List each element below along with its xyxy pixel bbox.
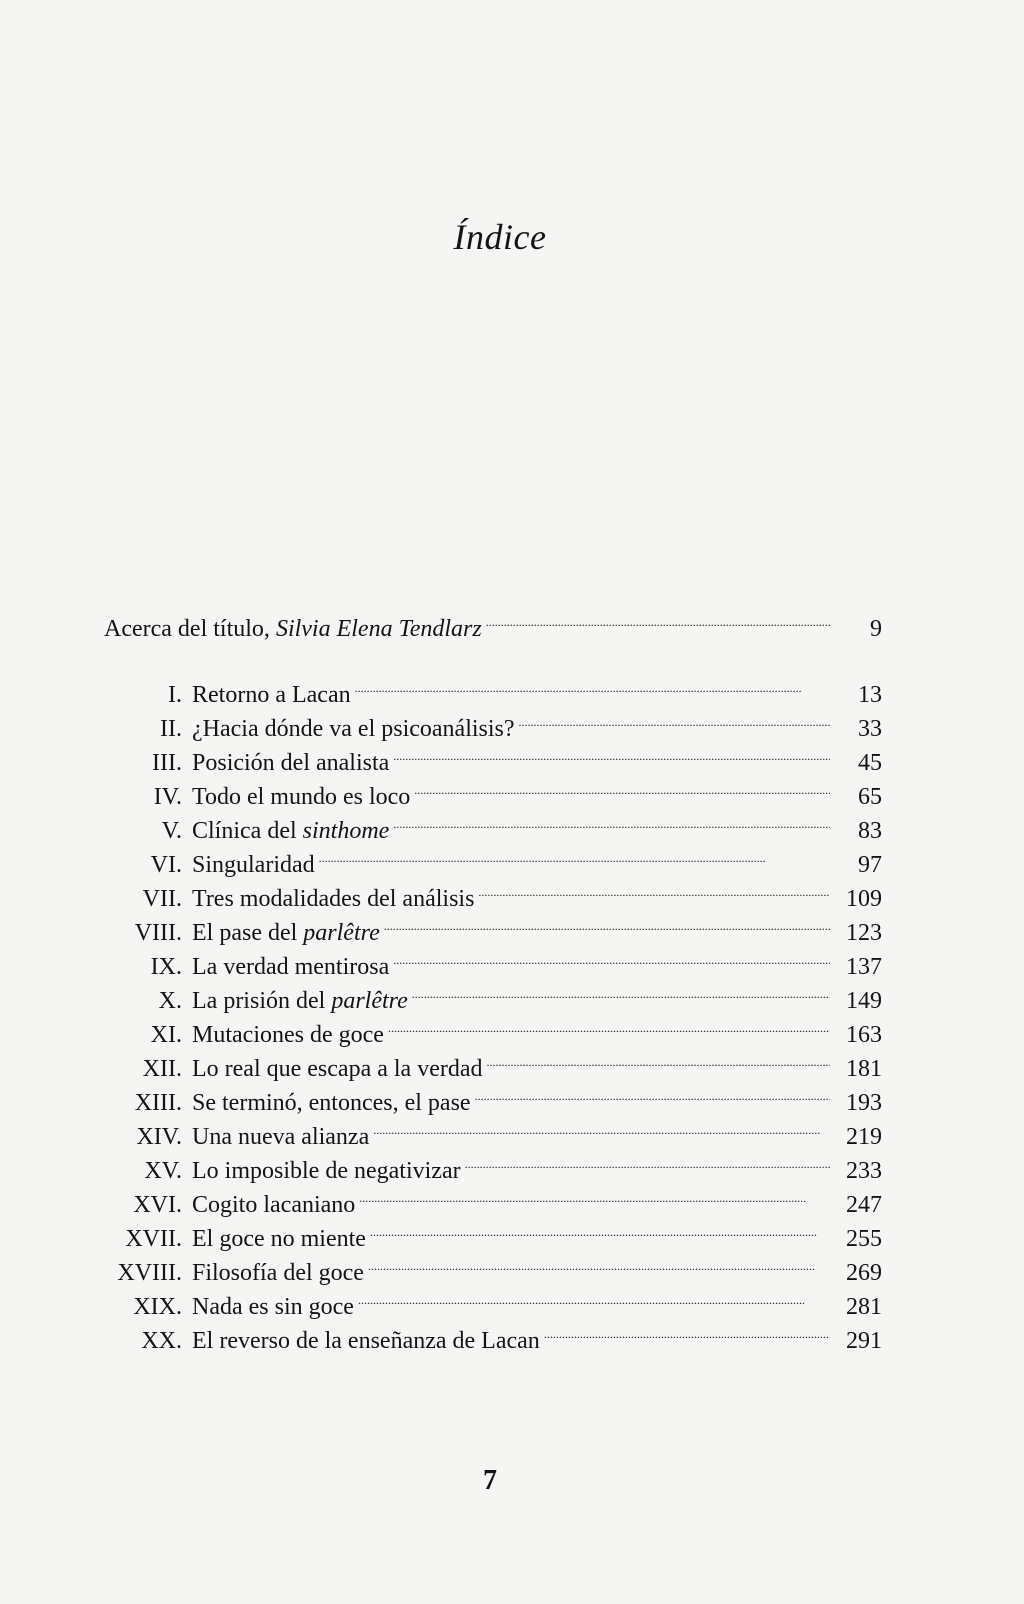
chapter-number: XVIII. bbox=[117, 1260, 182, 1286]
toc-page-number: 45 bbox=[858, 750, 882, 776]
chapter-number: I. bbox=[168, 682, 182, 708]
dot-leader bbox=[393, 804, 830, 838]
toc-page-number: 149 bbox=[846, 988, 882, 1014]
chapter-title-text: La prisión del bbox=[192, 988, 332, 1014]
dot-leader bbox=[475, 1076, 830, 1110]
chapter-title-text: Posición del analista bbox=[192, 750, 390, 776]
chapter-title-text: Retorno a Lacan bbox=[192, 682, 351, 708]
chapter-number: XX. bbox=[141, 1328, 182, 1354]
toc-intro-entry bbox=[104, 602, 882, 642]
chapter-title-italic: parlêtre bbox=[303, 920, 380, 946]
chapter-number: XI. bbox=[150, 1022, 182, 1048]
toc-chapter-entry bbox=[108, 1042, 882, 1082]
chapter-number: XIX. bbox=[133, 1294, 182, 1320]
chapter-number: VIII. bbox=[134, 920, 182, 946]
toc-chapter-entry bbox=[108, 1314, 882, 1354]
toc-chapter-entry bbox=[108, 770, 882, 810]
toc-chapter-entry bbox=[108, 1280, 882, 1320]
toc-page-number: 281 bbox=[846, 1294, 882, 1320]
chapter-title-text: Una nueva alianza bbox=[192, 1124, 370, 1150]
toc-chapter-entry bbox=[108, 1076, 882, 1116]
chapter-title-text: El goce no miente bbox=[192, 1226, 366, 1252]
chapter-title-text: Todo el mundo es loco bbox=[192, 784, 411, 810]
toc-page-number: 269 bbox=[846, 1260, 882, 1286]
toc-page-number: 137 bbox=[846, 954, 882, 980]
dot-leader bbox=[355, 668, 830, 702]
toc-page-number: 163 bbox=[846, 1022, 882, 1048]
chapter-title bbox=[182, 1324, 540, 1358]
dot-leader bbox=[486, 602, 830, 636]
chapter-title-text: Nada es sin goce bbox=[192, 1294, 354, 1320]
toc-page-number: 291 bbox=[846, 1328, 882, 1354]
toc-entry-label: Acerca del título, bbox=[104, 616, 276, 642]
toc-page-number: 181 bbox=[846, 1056, 882, 1082]
chapter-title-text: Singularidad bbox=[192, 852, 315, 878]
dot-leader bbox=[393, 940, 830, 974]
toc-page-number: 13 bbox=[858, 682, 882, 708]
chapter-number: V. bbox=[161, 818, 182, 844]
chapter-title-text: El pase del bbox=[192, 920, 304, 946]
toc-chapter-entry bbox=[108, 1144, 882, 1184]
toc-chapter-entry bbox=[108, 1212, 882, 1252]
dot-leader bbox=[478, 872, 830, 906]
toc-page-number: 33 bbox=[858, 716, 882, 742]
chapter-number: X. bbox=[158, 988, 182, 1014]
dot-leader bbox=[388, 1008, 830, 1042]
toc-chapter-entry bbox=[108, 940, 882, 980]
dot-leader bbox=[368, 1246, 830, 1280]
toc-page-number: 123 bbox=[846, 920, 882, 946]
chapter-title-text: Lo imposible de negativizar bbox=[192, 1158, 461, 1184]
toc-chapter-entry bbox=[108, 736, 882, 776]
toc-page-number: 109 bbox=[846, 886, 882, 912]
toc-page-number: 83 bbox=[858, 818, 882, 844]
toc-chapter-entry bbox=[108, 804, 882, 844]
chapter-title-text: La verdad mentirosa bbox=[192, 954, 390, 980]
chapter-number: VII. bbox=[142, 886, 182, 912]
dot-leader bbox=[370, 1212, 830, 1246]
dot-leader bbox=[393, 736, 830, 770]
toc-chapter-entry bbox=[108, 1008, 882, 1048]
toc-entry-text bbox=[104, 612, 482, 646]
toc-chapter-entry bbox=[108, 838, 882, 878]
dot-leader bbox=[359, 1178, 830, 1212]
chapter-title-text: Cogito lacaniano bbox=[192, 1192, 356, 1218]
chapter-title-text: Tres modalidades del análisis bbox=[192, 886, 475, 912]
toc-page-number: 65 bbox=[858, 784, 882, 810]
chapter-title-text: Se terminó, entonces, el pase bbox=[192, 1090, 471, 1116]
chapter-number: XV. bbox=[144, 1158, 182, 1184]
chapter-title-italic: parlêtre bbox=[331, 988, 408, 1014]
toc-chapter-entry bbox=[108, 668, 882, 708]
page-folio: 7 bbox=[483, 1465, 497, 1496]
dot-leader bbox=[465, 1144, 830, 1178]
dot-leader bbox=[319, 838, 830, 872]
chapter-number: IV. bbox=[153, 784, 182, 810]
toc-page-number: 233 bbox=[846, 1158, 882, 1184]
page-title: Índice bbox=[453, 217, 547, 257]
chapter-number: XVI. bbox=[133, 1192, 182, 1218]
dot-leader bbox=[358, 1280, 830, 1314]
dot-leader bbox=[414, 770, 830, 804]
chapter-number: II. bbox=[160, 716, 182, 742]
dot-leader bbox=[384, 906, 830, 940]
chapter-number: XIII. bbox=[134, 1090, 182, 1116]
dot-leader bbox=[519, 702, 830, 736]
toc-chapter-entry bbox=[108, 1178, 882, 1218]
toc-page-number: 97 bbox=[858, 852, 882, 878]
chapter-number: IX. bbox=[150, 954, 182, 980]
dot-leader bbox=[544, 1314, 830, 1348]
toc-chapter-entry bbox=[108, 974, 882, 1014]
toc-entry-author: Silvia Elena Tendlarz bbox=[275, 616, 482, 642]
chapter-title-text: Filosofía del goce bbox=[192, 1260, 364, 1286]
toc-chapter-entry bbox=[108, 906, 882, 946]
toc-chapter-entry bbox=[108, 702, 882, 742]
chapter-title-text: Clínica del bbox=[192, 818, 303, 844]
toc-page-number: 193 bbox=[846, 1090, 882, 1116]
chapter-title-text: Lo real que escapa a la verdad bbox=[192, 1056, 483, 1082]
dot-leader bbox=[412, 974, 830, 1008]
toc-page-number: 9 bbox=[870, 616, 882, 642]
chapter-number: III. bbox=[152, 750, 182, 776]
chapter-title-text: ¿Hacia dónde va el psicoanálisis? bbox=[192, 716, 515, 742]
chapter-title-text: El reverso de la enseñanza de Lacan bbox=[192, 1328, 540, 1354]
dot-leader bbox=[373, 1110, 830, 1144]
toc-chapter-entry bbox=[108, 872, 882, 912]
toc-page-number: 247 bbox=[846, 1192, 882, 1218]
toc-chapter-entry bbox=[108, 1246, 882, 1286]
toc-page-number: 255 bbox=[846, 1226, 882, 1252]
toc-chapter-entry bbox=[108, 1110, 882, 1150]
chapter-title-text: Mutaciones de goce bbox=[192, 1022, 384, 1048]
chapter-number: XVII. bbox=[125, 1226, 182, 1252]
toc-page-number: 219 bbox=[846, 1124, 882, 1150]
chapter-number: VI. bbox=[150, 852, 182, 878]
chapter-title-italic: sinthome bbox=[302, 818, 390, 844]
chapter-number: XII. bbox=[142, 1056, 182, 1082]
dot-leader bbox=[487, 1042, 831, 1076]
chapter-number: XIV. bbox=[136, 1124, 182, 1150]
